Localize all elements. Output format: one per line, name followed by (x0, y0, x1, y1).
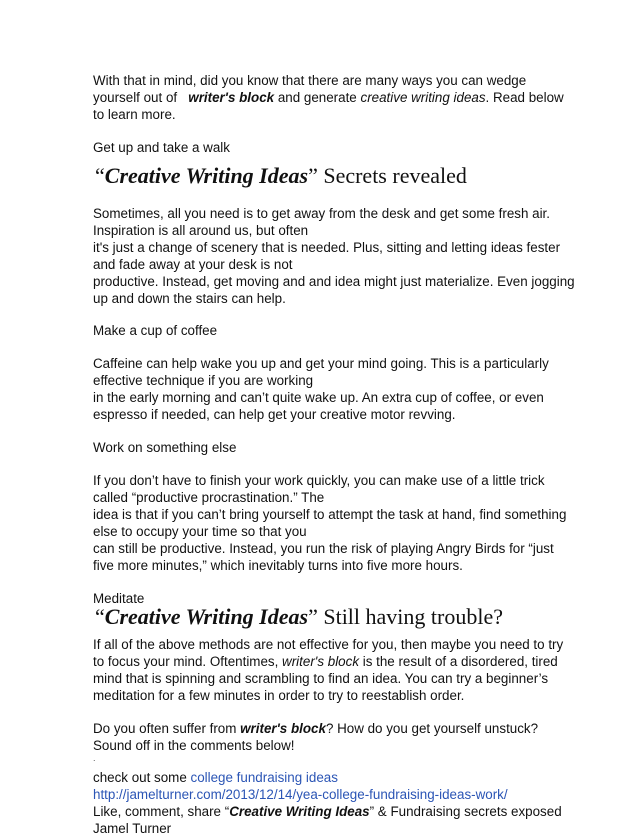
para-walk-line: up and down the stairs can help. (93, 291, 286, 306)
creative-writing-ideas-emphasis: creative writing ideas (360, 90, 486, 105)
stray-dot: . (93, 753, 96, 763)
tip-coffee-title: Make a cup of coffee (93, 323, 218, 338)
para-coffee-line: Caffeine can help wake you up and get your mind going. This is a particularly (93, 356, 549, 371)
para-else-line: If you don’t have to finish your work quickly, you can make use of a little trick (93, 473, 545, 488)
intro-line-3: to learn more. (93, 107, 176, 122)
para-coffee-line: espresso if needed, can help get your creative motor revving. (93, 407, 456, 422)
heading-rest: ” Secrets revealed (308, 163, 467, 188)
heading-rest: ” Still having trouble? (308, 604, 503, 629)
heading-quote: “ (95, 604, 105, 629)
fundraising-url-link[interactable]: http://jamelturner.com/2013/12/14/yea-college-fundraising-ideas-work/ (93, 787, 508, 802)
question-line-2: Sound off in the comments below! (93, 738, 295, 753)
creative-writing-ideas-emphasis: Creative Writing Ideas (229, 804, 370, 819)
intro-line-1: With that in mind, did you know that there are many ways you can wedge (93, 73, 527, 88)
intro-text: . Read below (485, 90, 564, 105)
fundraising-ideas-link[interactable]: college fundraising ideas (190, 770, 338, 785)
heading-secrets-revealed (95, 163, 467, 189)
question-text: ? How do you get yourself unstuck? (325, 721, 539, 736)
heading-emphasis: Creative Writing Ideas (104, 163, 309, 188)
intro-line-2 (93, 89, 564, 106)
author-name: Jamel Turner (93, 821, 172, 836)
para-text: is the result of a disordered, tired (362, 654, 558, 669)
para-coffee-line: in the early morning and can’t quite wake up. An extra cup of coffee, or even (93, 390, 544, 405)
para-else-line: called “productive procrastination.” The (93, 490, 325, 505)
para-walk-line: productive. Instead, get moving and and idea might just materialize. Even jogging (93, 274, 575, 289)
heading-emphasis: Creative Writing Ideas (104, 604, 309, 629)
intro-text: yourself out of (93, 90, 178, 105)
para-walk-line: Sometimes, all you need is to get away from the desk and get some fresh air. (93, 206, 551, 221)
tip-else-title: Work on something else (93, 440, 237, 455)
share-line (93, 803, 562, 820)
question-text: Do you often suffer from (93, 721, 237, 736)
para-else-line: idea is that if you can’t bring yourself to attempt the task at hand, find something (93, 507, 567, 522)
share-text: Like, comment, share “ (93, 804, 230, 819)
para-else-line: else to occupy your time so that you (93, 524, 307, 539)
para-meditate-line-4: meditation for a few minutes in order to try to reestablish order. (93, 688, 465, 703)
writers-block-emphasis: writer's block (240, 721, 326, 736)
writers-block-emphasis: writer's block (282, 654, 360, 669)
para-walk-line: and fade away at your desk is not (93, 257, 293, 272)
para-coffee-line: effective technique if you are working (93, 373, 314, 388)
para-meditate-line-1: If all of the above methods are not effective for you, then maybe you need to try (93, 637, 564, 652)
question-line-1 (93, 720, 538, 737)
para-walk-line: Inspiration is all around us, but often (93, 223, 309, 238)
para-meditate-line-2 (93, 653, 558, 670)
para-text: to focus your mind. Oftentimes, (93, 654, 279, 669)
checkout-line (93, 769, 338, 786)
para-else-line: five more minutes,” which inevitably turns into five more hours. (93, 558, 463, 573)
para-meditate-line-3: mind that is spinning and scrambling to find an idea. You can try a beginner’s (93, 671, 549, 686)
share-text: ” & Fundraising secrets exposed (369, 804, 562, 819)
intro-text: and generate (277, 90, 357, 105)
writers-block-emphasis: writer's block (188, 90, 275, 105)
para-else-line: can still be productive. Instead, you run the risk of playing Angry Birds for “just (93, 541, 554, 556)
para-walk-line: it's just a change of scenery that is needed. Plus, sitting and letting ideas fester (93, 240, 561, 255)
tip-meditate-title: Meditate (93, 591, 145, 606)
heading-still-having-trouble (95, 604, 503, 630)
heading-quote: “ (95, 163, 105, 188)
tip-walk-title: Get up and take a walk (93, 140, 230, 155)
checkout-text: check out some (93, 770, 187, 785)
